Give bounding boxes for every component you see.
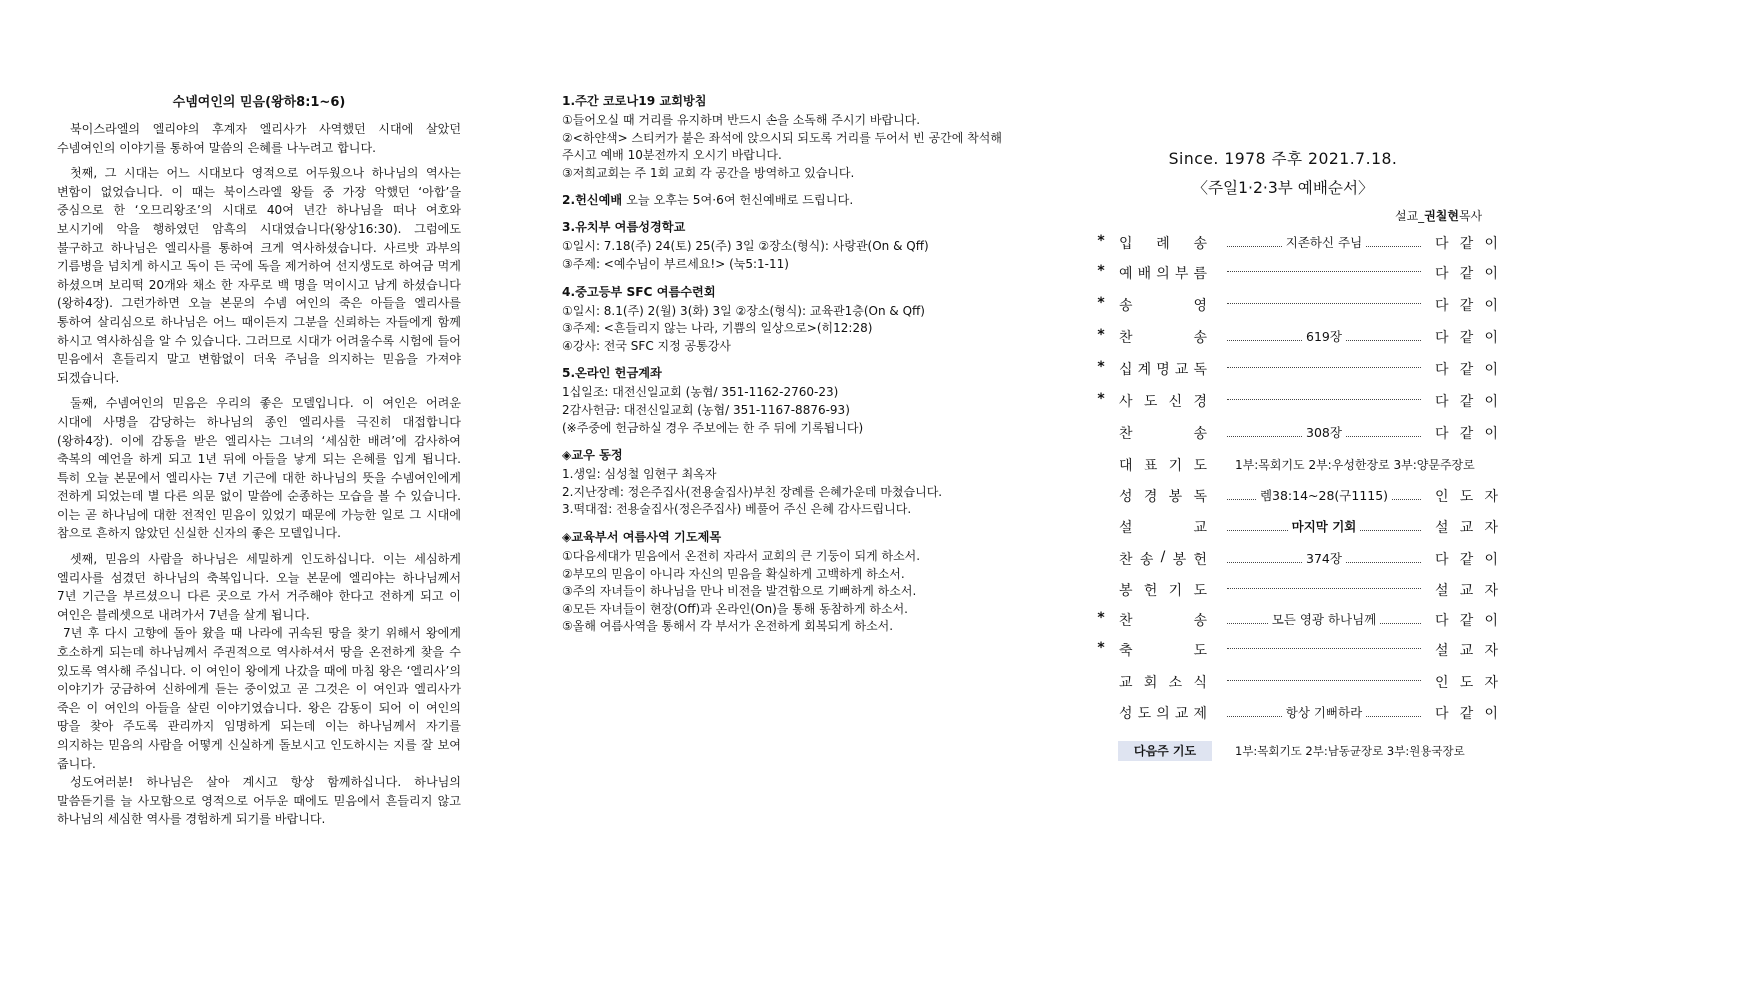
order-item-leader-dots: [1225, 391, 1423, 400]
sermon-paragraph: 성도여러분! 하나님은 살아 계시고 항상 함께하십니다. 하나님의 말씀듣기를 늘 사모함으로 영적으로 어두운 때에도 믿음에서 흔들리지 않고 하나님의 세심한 역사를 경험하게 되기를 바랍니다.: [57, 775, 461, 827]
next-prayer-label: 다음주 기도: [1118, 741, 1212, 761]
order-item: [1095, 703, 1505, 725]
notice-title: ◈교육부서 여름사역 기도제목: [562, 529, 722, 544]
notice-section: [562, 364, 1002, 437]
order-item-leader-dots: [1225, 327, 1423, 345]
notice-line: ①일시: 8.1(주) 2(월) 3(화) 3일 ②장소(형식): 교육관1층(On & Qff): [562, 303, 925, 318]
preacher-line: [1395, 207, 1482, 224]
next-prayer-text: 1부:목회기도 2부:남동균장로 3부:원용국장로: [1235, 744, 1465, 758]
notice-line: 3.떡대접: 전용술집사(정은주집사) 베풀어 주신 은혜 감사드립니다.: [562, 502, 912, 517]
standing-mark: *: [1097, 359, 1105, 375]
order-item-leader: 다 같 이: [1435, 236, 1498, 252]
order-item-leader: 다 같 이: [1435, 552, 1498, 568]
notice-line: ③저희교회는 주 1회 교회 각 공간을 방역하고 있습니다.: [562, 165, 855, 180]
sermon-paragraph: 셋째, 믿음의 사람을 하나님은 세밀하게 인도하십니다. 이는 세심하게 엘리사를 섬겼던 하나님의 축복입니다. 오늘 본문에 엘리야는 하나님께서 7년 기근을 부르셨으니 다른 곳으로 가서 거주해야 한다고 전하게 되고 이 여인은 블레셋으로 내려가서 7년을 살게 됩니다.: [57, 552, 461, 622]
order-item-leader: 다 같 이: [1435, 266, 1498, 282]
order-item: [1095, 327, 1505, 349]
order-item-name: 설 교: [1119, 520, 1207, 536]
notice-line: ④강사: 전국 SFC 지정 공통강사: [562, 338, 731, 353]
order-item-name: 성 경 봉 독: [1119, 489, 1207, 505]
order-item-content: 렘38:14~28(구1115): [1259, 488, 1389, 503]
notice-line: ⑤올해 여름사역을 통해서 각 부서가 온전하게 회복되게 하소서.: [562, 619, 894, 634]
order-item: [1095, 391, 1505, 413]
order-item: [1095, 640, 1505, 662]
order-item-name: 찬 송: [1119, 613, 1207, 629]
order-item-name: 대 표 기 도: [1119, 458, 1207, 474]
order-item-content: 374장: [1306, 551, 1342, 566]
order-item: [1095, 580, 1505, 602]
order-item-leader: 다 같 이: [1435, 394, 1498, 410]
notice-title: 2.헌신예배 오늘 오후는 5여·6여 헌신예배로 드립니다.: [562, 193, 854, 208]
order-item-leader-dots: [1225, 517, 1423, 535]
order-item-name: 찬 송: [1119, 330, 1207, 346]
notice-line: 1.생일: 심성철 임현구 최옥자: [562, 467, 717, 482]
order-item-leader: 설 교 자: [1435, 520, 1498, 536]
order-item-leader: 다 같 이: [1435, 330, 1498, 346]
order-item-leader-dots: [1225, 263, 1423, 272]
order-item-leader: 다 같 이: [1435, 613, 1498, 629]
order-item-content: 지존하신 주님: [1285, 235, 1363, 250]
notice-line: 2.지난장례: 정은주집사(전용술집사)부친 장례를 은혜가운데 마쳤습니다.: [562, 484, 943, 499]
notice-title: 1.주간 코로나19 교회방침: [562, 94, 707, 108]
order-item: [1095, 423, 1505, 445]
order-item-leader: 인 도 자: [1435, 489, 1498, 505]
order-item-leader-dots: [1225, 486, 1423, 504]
sermon-paragraph: 둘째, 수넴여인의 믿음은 우리의 좋은 모델입니다. 이 여인은 어려운 시대에 사명을 감당하는 하나님의 종인 엘리사를 극진히 대접합니다(왕하4장). 이에 감동을 받은 엘리사는 그녀의 ‘세심한 배려’에 감사하여 축복의 예언을 하게 되고 1년 뒤에 아들을 낳게 되는 은혜를 입게 됩니다. 특히 오늘 본문에서 엘리사는 7년 기근에 대한 하나님의 뜻을 수넴여인에게 전하게 되었는데 별 다른 의문 없이 말씀에 순종하는 모습을 볼 수 있습니다. 이는 곧 하나님에 대한 전적인 믿음이 있었기 때문에 가능한 일로 그 시대에 참으로 흔하지 않았던 신실한 신자의 좋은 모델입니다.: [57, 396, 461, 541]
sermon-column: [57, 88, 461, 836]
notice-section: [562, 92, 1002, 182]
order-item-leader-dots: [1225, 233, 1423, 251]
standing-mark: *: [1097, 610, 1105, 626]
order-item: [1095, 517, 1505, 539]
order-item: [1095, 295, 1505, 317]
order-item-leader-dots: [1225, 672, 1423, 681]
order-item-name: 봉 헌 기 도: [1119, 583, 1207, 599]
notices-column: [562, 92, 1002, 645]
order-item-leader: 다 같 이: [1435, 706, 1498, 722]
notice-section: [562, 191, 1002, 209]
order-item-leader: 다 같 이: [1435, 362, 1498, 378]
notice-line: ③주의 자녀들이 하나님을 만나 비전을 발견함으로 기뻐하게 하소서.: [562, 584, 917, 599]
notice-section: [562, 283, 1002, 356]
order-item-name: 축 도: [1119, 643, 1207, 659]
order-item-name: 교 회 소 식: [1119, 675, 1207, 691]
order-item-leader-dots: [1225, 295, 1423, 304]
notice-title: ◈교우 동정: [562, 448, 623, 463]
notice-line: 1십일조: 대전신일교회 (농협/ 351-1162-2760-23): [562, 385, 839, 400]
order-item-leader: 다 같 이: [1435, 426, 1498, 442]
order-item-name: 예 배 의 부 름: [1119, 266, 1207, 282]
preacher-suffix: 목사: [1458, 209, 1483, 223]
order-item-leader: 다 같 이: [1435, 298, 1498, 314]
sermon-title: 수넴여인의 믿음(왕하8:1~6): [172, 95, 346, 110]
order-item-content: 308장: [1306, 425, 1342, 440]
order-item: [1095, 610, 1505, 632]
order-item: [1095, 549, 1505, 571]
order-item-leader-dots: [1225, 423, 1423, 441]
preacher-name: 권칠현: [1424, 209, 1459, 223]
sermon-paragraph: 북이스라엘의 엘리야의 후계자 엘리사가 사역했던 시대에 살았던 수넴여인의 이야기를 통하여 말씀의 은혜를 나누려고 합니다.: [57, 122, 461, 155]
standing-mark: *: [1097, 640, 1105, 656]
order-item-detail: 1부:목회기도 2부:우성한장로 3부:양문주장로: [1235, 458, 1475, 472]
order-item-name: 성 도 의 교 제: [1119, 706, 1207, 722]
order-item-leader: 인 도 자: [1435, 675, 1498, 691]
order-item-leader-dots: [1225, 580, 1423, 589]
notice-title-rest: 오늘 오후는 5여·6여 헌신예배로 드립니다.: [622, 193, 854, 208]
order-item-content: 항상 기뻐하라: [1285, 705, 1363, 720]
order-item-content: 619장: [1306, 329, 1342, 344]
notice-section: [562, 528, 1002, 636]
order-item-content: 마지막 기회: [1291, 519, 1357, 534]
order-item-content: 모든 영광 하나님께: [1271, 612, 1377, 627]
notice-line: ①일시: 7.18(주) 24(토) 25(주) 3일 ②장소(형식): 사랑관(On & Qff): [562, 239, 929, 254]
order-item-name: 찬 송 / 봉 헌: [1119, 549, 1207, 568]
standing-mark: *: [1097, 327, 1105, 343]
order-item: [1095, 263, 1505, 285]
order-item-name: 십 계 명 교 독: [1119, 362, 1207, 378]
standing-mark: *: [1097, 391, 1105, 407]
order-item: [1095, 486, 1505, 508]
notice-line: ①들어오실 때 거리를 유지하며 반드시 손을 소독해 주시기 바랍니다.: [562, 113, 921, 127]
sermon-paragraph: 7년 후 다시 고향에 돌아 왔을 때 나라에 귀속된 땅을 찾기 위해서 왕에게 호소하게 되는데 하나님께서 주권적으로 역사하셔서 땅을 온전하게 찾을 수 있도록 역사해 주십니다. 이 여인이 왕에게 나갔을 때에 마침 왕은 ‘엘리사’의 이야기가 궁금하여 신하에게 듣는 중이었고 곧 그것은 이 여인과 엘리사가 죽은 이 여인의 아들을 살린 이야기였습니다. 왕은 감동이 되어 이 여인의 땅을 찾아 주도록 관리까지 임명하게 되는데 이는 하나님께서 자기를 의지하는 믿음의 사람을 어떻게 신실하게 돌보시고 인도하시는 지를 잘 보여 줍니다.: [57, 626, 461, 771]
standing-mark: *: [1097, 233, 1105, 249]
order-item-leader: 설 교 자: [1435, 583, 1498, 599]
notice-line: ②부모의 믿음이 아니라 자신의 믿음을 확실하게 고백하게 하소서.: [562, 566, 905, 581]
order-item-name: 송 영: [1119, 298, 1207, 314]
order-item-name: 찬 송: [1119, 426, 1207, 442]
order-item-leader-dots: [1225, 703, 1423, 721]
order-item-leader-dots: [1225, 359, 1423, 368]
order-item: [1095, 455, 1505, 477]
preacher-prefix: 설교_: [1395, 209, 1425, 223]
order-item: [1095, 359, 1505, 381]
notice-title: 3.유치부 여름성경학교: [562, 220, 686, 235]
standing-mark: *: [1097, 263, 1105, 279]
order-item: [1095, 672, 1505, 694]
notice-section: [562, 218, 1002, 273]
notice-title: 5.온라인 헌금계좌: [562, 366, 662, 381]
order-item: [1095, 233, 1505, 255]
notice-line: ②<하얀색> 스티커가 붙은 좌석에 앉으시되 되도록 거리를 두어서 빈 공간에 착석해 주시고 예배 10분전까지 오시기 바랍니다.: [562, 130, 1002, 163]
notice-line: ③주제: <예수님이 부르세요!> (눅5:1-11): [562, 256, 789, 271]
order-item-name: 입 례 송: [1119, 236, 1207, 252]
order-item-leader-dots: [1225, 640, 1423, 649]
order-item-name: 사 도 신 경: [1119, 394, 1207, 410]
sermon-paragraph: 첫째, 그 시대는 어느 시대보다 영적으로 어두웠으나 하나님의 역사는 변함이 없었습니다. 이 때는 북이스라엘 왕들 중 가장 악했던 ‘아합’을 중심으로 한 ‘오므리왕조’의 시대로 40여 년간 하나님을 떠나 여호와 보시기에 악을 행하였던 암흑의 시대였습니다(왕상16:30). 그럼에도 불구하고 하나님은 엘리사를 통하여 크게 역사하셨습니다. 사르밧 과부의 기름병을 넘치게 하시고 독이 든 국에 독을 제거하여 선지생도로 하여금 먹게 하셨으며 보리떡 20개와 채소 한 자루로 백 명을 먹이시고 남게 하셨습니다(왕하4장). 그런가하면 오늘 본문의 수넴 여인의 죽은 아들을 엘리사를 통하여 살리심으로 하나님은 어느 때이든지 그분을 신뢰하는 자들에게 함께 하시고 역사하심을 알 수 있습니다. 그러므로 시대가 어려울수록 시험에 들어 믿음에서 흔들리지 말고 변함없이 더욱 주님을 의지하는 믿음을 가져야 되겠습니다.: [57, 166, 461, 385]
standing-mark: *: [1097, 295, 1105, 311]
notice-section: [562, 446, 1002, 519]
notice-title: 4.중고등부 SFC 여름수련회: [562, 284, 716, 299]
notice-line: ③주제: <흔들리지 않는 나라, 기쁨의 일상으로>(히12:28): [562, 321, 873, 336]
notice-line: 2감사헌금: 대전신일교회 (농협/ 351-1167-8876-93): [562, 402, 850, 417]
since-line: Since. 1978 주후 2021.7.18.: [1168, 150, 1398, 168]
notice-line: (※주중에 헌금하실 경우 주보에는 한 주 뒤에 기록됩니다): [562, 420, 864, 435]
notice-line: ④모든 자녀들이 현장(Off)과 온라인(On)을 통해 동참하게 하소서.: [562, 601, 908, 616]
notice-line: ①다음세대가 믿음에서 온전히 자라서 교회의 큰 기둥이 되게 하소서.: [562, 548, 921, 563]
order-item-leader-dots: [1225, 610, 1423, 628]
order-item-leader: 설 교 자: [1435, 643, 1498, 659]
order-item-leader-dots: [1225, 549, 1423, 567]
order-subtitle: 〈주일1·2·3부 예배순서〉: [1192, 179, 1374, 197]
